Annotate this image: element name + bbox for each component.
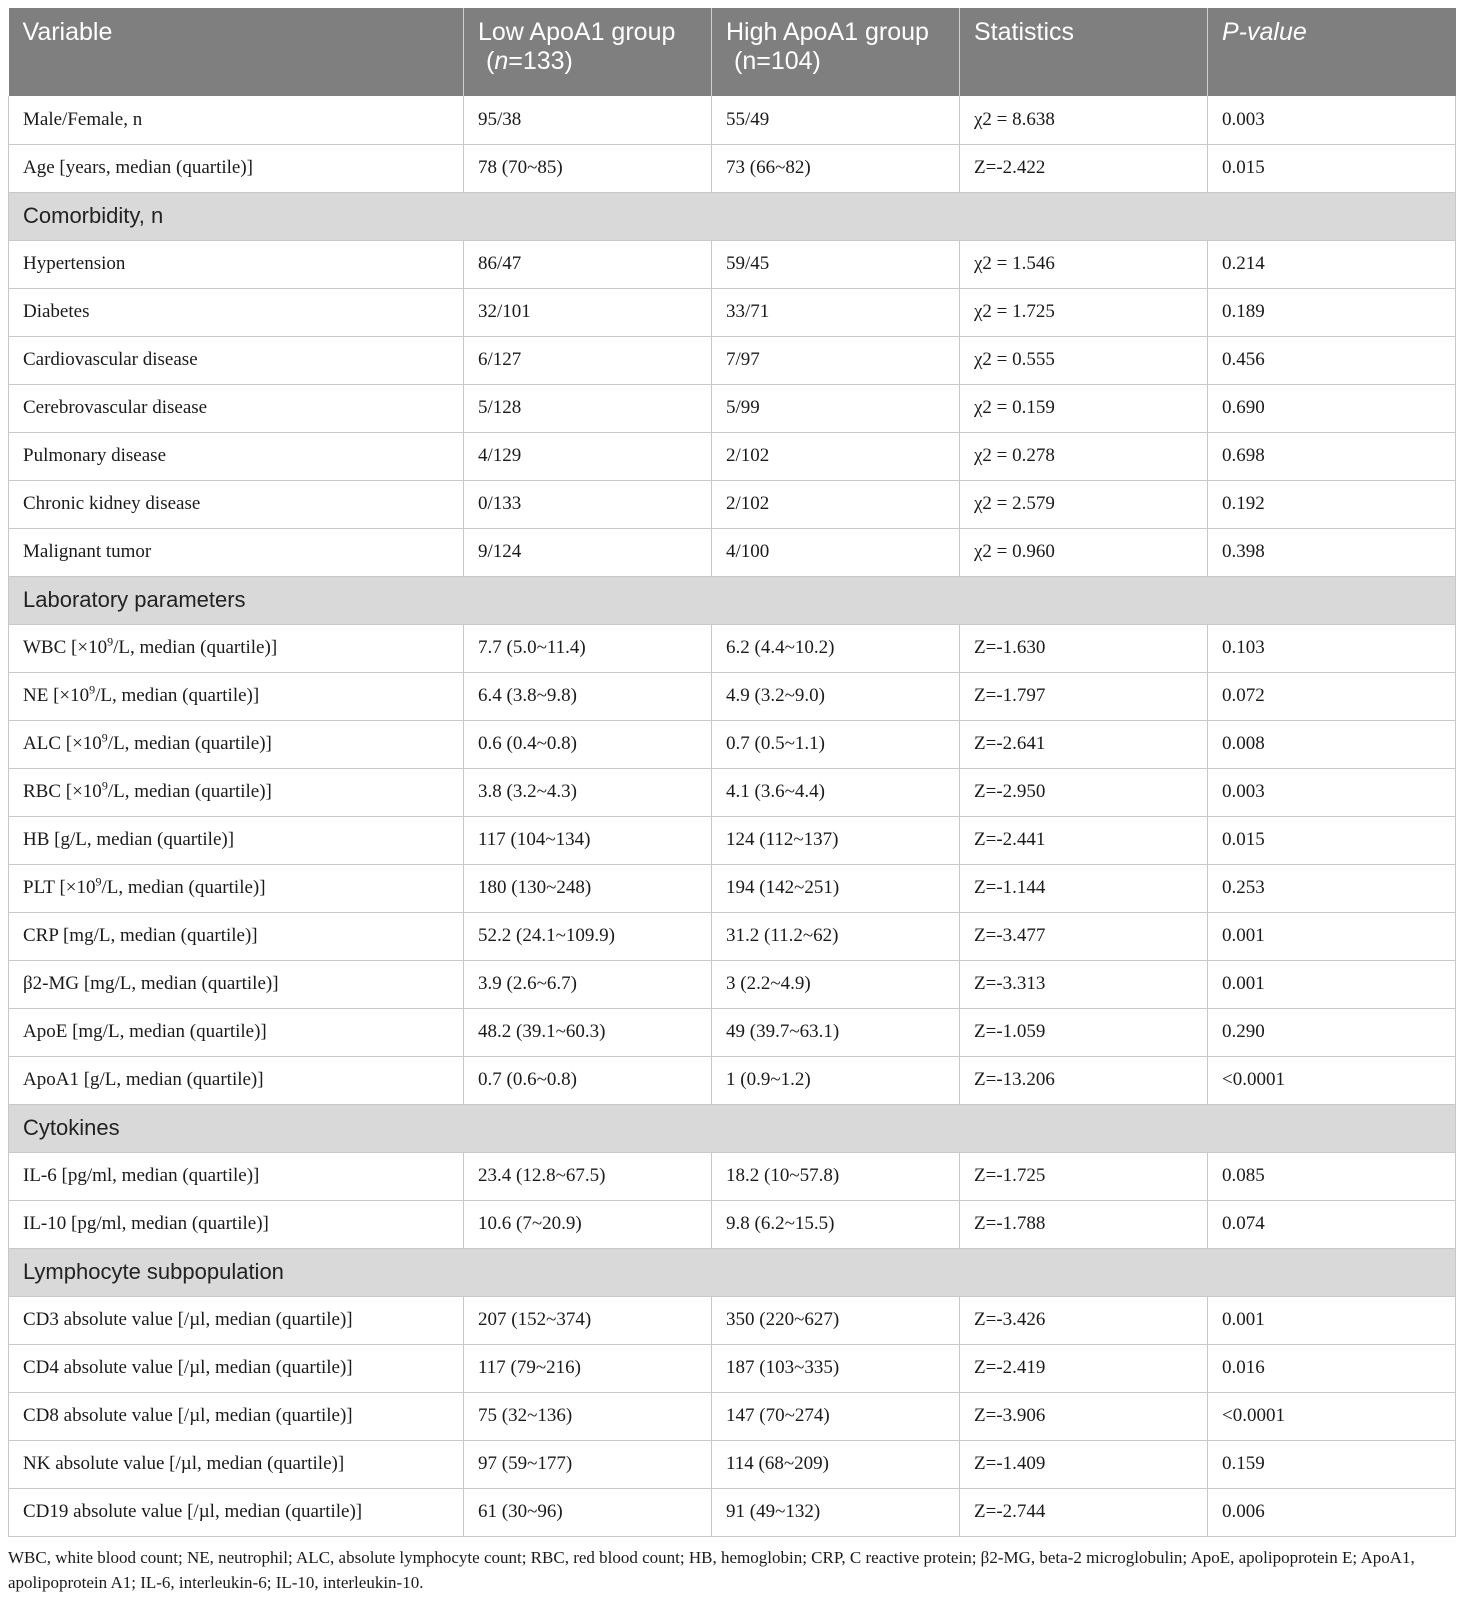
table-row xyxy=(9,864,1456,912)
header-variable: Variable xyxy=(9,8,464,96)
high-apoa1-cell: 73 (66~82) xyxy=(712,144,960,192)
table-row xyxy=(9,96,1456,144)
section-title: Lymphocyte subpopulation xyxy=(9,1248,1456,1296)
high-apoa1-cell: 4.1 (3.6~4.4) xyxy=(712,768,960,816)
low-apoa1-cell: 117 (79~216) xyxy=(464,1344,712,1392)
p-value-cell: 0.398 xyxy=(1208,528,1456,576)
variable-cell: Age [years, median (quartile)] xyxy=(9,144,464,192)
statistics-cell: Z=-1.409 xyxy=(960,1440,1208,1488)
section-title: Laboratory parameters xyxy=(9,576,1456,624)
statistics-cell: χ2 = 8.638 xyxy=(960,96,1208,144)
low-apoa1-cell: 52.2 (24.1~109.9) xyxy=(464,912,712,960)
low-apoa1-cell: 7.7 (5.0~11.4) xyxy=(464,624,712,672)
header-p-value: P-value xyxy=(1208,8,1456,96)
table-row xyxy=(9,240,1456,288)
high-apoa1-cell: 4.9 (3.2~9.0) xyxy=(712,672,960,720)
variable-cell: ApoA1 [g/L, median (quartile)] xyxy=(9,1056,464,1104)
header-low-apoa1-n: (n=133) xyxy=(486,47,573,75)
low-apoa1-cell: 6/127 xyxy=(464,336,712,384)
table-row xyxy=(9,1488,1456,1536)
variable-cell: ALC [$\times 10^9/L$, median (quartile)] xyxy=(9,720,464,768)
high-apoa1-cell: 33/71 xyxy=(712,288,960,336)
statistics-cell: Z=-3.477 xyxy=(960,912,1208,960)
header-row xyxy=(9,8,1456,96)
high-apoa1-cell: 9.8 (6.2~15.5) xyxy=(712,1200,960,1248)
p-value-cell: 0.189 xyxy=(1208,288,1456,336)
statistics-cell: Z=-1.630 xyxy=(960,624,1208,672)
table-row xyxy=(9,1344,1456,1392)
table-row xyxy=(9,432,1456,480)
variable-cell: Cerebrovascular disease xyxy=(9,384,464,432)
high-apoa1-cell: 0.7 (0.5~1.1) xyxy=(712,720,960,768)
low-apoa1-cell: 180 (130~248) xyxy=(464,864,712,912)
low-apoa1-cell: 0/133 xyxy=(464,480,712,528)
p-value-cell: 0.074 xyxy=(1208,1200,1456,1248)
high-apoa1-cell: 2/102 xyxy=(712,480,960,528)
variable-cell: PLT [$\times 10^9/L$, median (quartile)] xyxy=(9,864,464,912)
p-value-cell: 0.698 xyxy=(1208,432,1456,480)
variable-cell: NK absolute value [/µl, median (quartile)] xyxy=(9,1440,464,1488)
statistics-cell: Z=-2.419 xyxy=(960,1344,1208,1392)
statistics-cell: Z=-1.144 xyxy=(960,864,1208,912)
header-low-apoa1: Low ApoA1 group (n=133) xyxy=(464,8,712,96)
low-apoa1-cell: 95/38 xyxy=(464,96,712,144)
header-high-apoa1-n: (n=104) xyxy=(734,47,821,75)
variable-cell: RBC [$\times 10^9/L$, median (quartile)] xyxy=(9,768,464,816)
variable-cell: CD3 absolute value [/µl, median (quartile)] xyxy=(9,1296,464,1344)
p-value-cell: 0.253 xyxy=(1208,864,1456,912)
low-apoa1-cell: 3.9 (2.6~6.7) xyxy=(464,960,712,1008)
table-row xyxy=(9,768,1456,816)
variable-cell: Hypertension xyxy=(9,240,464,288)
high-apoa1-cell: 194 (142~251) xyxy=(712,864,960,912)
statistics-cell: χ2 = 0.555 xyxy=(960,336,1208,384)
variable-cell: Malignant tumor xyxy=(9,528,464,576)
table-row xyxy=(9,1200,1456,1248)
variable-cell: Male/Female, n xyxy=(9,96,464,144)
table-row xyxy=(9,816,1456,864)
high-apoa1-cell: 2/102 xyxy=(712,432,960,480)
table-row xyxy=(9,960,1456,1008)
variable-cell: CD8 absolute value [/µl, median (quartile)] xyxy=(9,1392,464,1440)
statistics-cell: χ2 = 0.159 xyxy=(960,384,1208,432)
section-header-row xyxy=(9,1104,1456,1152)
high-apoa1-cell: 31.2 (11.2~62) xyxy=(712,912,960,960)
high-apoa1-cell: 147 (70~274) xyxy=(712,1392,960,1440)
low-apoa1-cell: 23.4 (12.8~67.5) xyxy=(464,1152,712,1200)
high-apoa1-cell: 114 (68~209) xyxy=(712,1440,960,1488)
p-value-cell: 0.192 xyxy=(1208,480,1456,528)
high-apoa1-cell: 59/45 xyxy=(712,240,960,288)
high-apoa1-cell: 6.2 (4.4~10.2) xyxy=(712,624,960,672)
high-apoa1-cell: 7/97 xyxy=(712,336,960,384)
table-row xyxy=(9,1152,1456,1200)
statistics-cell: Z=-1.059 xyxy=(960,1008,1208,1056)
table-row xyxy=(9,144,1456,192)
variable-cell: CD4 absolute value [/µl, median (quartile)] xyxy=(9,1344,464,1392)
statistics-cell: Z=-3.906 xyxy=(960,1392,1208,1440)
section-header-row xyxy=(9,1248,1456,1296)
variable-cell: Cardiovascular disease xyxy=(9,336,464,384)
header-statistics: Statistics xyxy=(960,8,1208,96)
p-value-cell: 0.085 xyxy=(1208,1152,1456,1200)
p-value-cell: 0.290 xyxy=(1208,1008,1456,1056)
low-apoa1-cell: 48.2 (39.1~60.3) xyxy=(464,1008,712,1056)
low-apoa1-cell: 10.6 (7~20.9) xyxy=(464,1200,712,1248)
statistics-cell: Z=-3.426 xyxy=(960,1296,1208,1344)
statistics-cell: Z=-1.797 xyxy=(960,672,1208,720)
statistics-cell: χ2 = 0.960 xyxy=(960,528,1208,576)
table-row xyxy=(9,480,1456,528)
statistics-cell: χ2 = 2.579 xyxy=(960,480,1208,528)
table-row xyxy=(9,528,1456,576)
high-apoa1-cell: 1 (0.9~1.2) xyxy=(712,1056,960,1104)
table-row xyxy=(9,1296,1456,1344)
table-row xyxy=(9,1008,1456,1056)
low-apoa1-cell: 5/128 xyxy=(464,384,712,432)
variable-cell: β2-MG [mg/L, median (quartile)] xyxy=(9,960,464,1008)
high-apoa1-cell: 5/99 xyxy=(712,384,960,432)
low-apoa1-cell: 6.4 (3.8~9.8) xyxy=(464,672,712,720)
p-value-cell: 0.003 xyxy=(1208,768,1456,816)
p-value-cell: 0.001 xyxy=(1208,1296,1456,1344)
table-footnote: WBC, white blood count; NE, neutrophil; ALC, absolute lymphocyte count; RBC, red blood count; HB, hemoglobin; CRP, C reactive protein; β2-MG, beta-2 microglobulin; ApoE, apolipoprotein E; ApoA1, apolipoprotein A1; IL-6, interleukin-6; IL-10, interleukin-10. xyxy=(8,1547,1415,1592)
statistics-cell: Z=-13.206 xyxy=(960,1056,1208,1104)
p-value-cell: 0.456 xyxy=(1208,336,1456,384)
low-apoa1-cell: 9/124 xyxy=(464,528,712,576)
section-header-row xyxy=(9,576,1456,624)
low-apoa1-cell: 0.7 (0.6~0.8) xyxy=(464,1056,712,1104)
statistics-cell: Z=-2.641 xyxy=(960,720,1208,768)
p-value-cell: 0.103 xyxy=(1208,624,1456,672)
table-row xyxy=(9,336,1456,384)
variable-cell: Diabetes xyxy=(9,288,464,336)
statistics-cell: Z=-2.422 xyxy=(960,144,1208,192)
low-apoa1-cell: 97 (59~177) xyxy=(464,1440,712,1488)
p-value-cell: 0.214 xyxy=(1208,240,1456,288)
table-body xyxy=(9,96,1456,1536)
table-container xyxy=(8,8,1455,1595)
variable-cell: HB [g/L, median (quartile)] xyxy=(9,816,464,864)
statistics-cell: χ2 = 1.725 xyxy=(960,288,1208,336)
variable-cell: IL-10 [pg/ml, median (quartile)] xyxy=(9,1200,464,1248)
statistics-cell: Z=-3.313 xyxy=(960,960,1208,1008)
p-value-cell: <0.0001 xyxy=(1208,1056,1456,1104)
low-apoa1-cell: 4/129 xyxy=(464,432,712,480)
variable-cell: CD19 absolute value [/µl, median (quartile)] xyxy=(9,1488,464,1536)
p-value-cell: 0.001 xyxy=(1208,912,1456,960)
p-value-cell: 0.159 xyxy=(1208,1440,1456,1488)
high-apoa1-cell: 124 (112~137) xyxy=(712,816,960,864)
low-apoa1-cell: 75 (32~136) xyxy=(464,1392,712,1440)
p-value-cell: <0.0001 xyxy=(1208,1392,1456,1440)
low-apoa1-cell: 61 (30~96) xyxy=(464,1488,712,1536)
high-apoa1-cell: 49 (39.7~63.1) xyxy=(712,1008,960,1056)
p-value-cell: 0.008 xyxy=(1208,720,1456,768)
results-table xyxy=(8,8,1456,1537)
statistics-cell: χ2 = 1.546 xyxy=(960,240,1208,288)
statistics-cell: Z=-1.788 xyxy=(960,1200,1208,1248)
low-apoa1-cell: 3.8 (3.2~4.3) xyxy=(464,768,712,816)
section-title: Comorbidity, n xyxy=(9,192,1456,240)
table-row xyxy=(9,912,1456,960)
variable-cell: ApoE [mg/L, median (quartile)] xyxy=(9,1008,464,1056)
variable-cell: NE [$\times 10^9/L$, median (quartile)] xyxy=(9,672,464,720)
p-value-cell: 0.015 xyxy=(1208,144,1456,192)
high-apoa1-cell: 18.2 (10~57.8) xyxy=(712,1152,960,1200)
low-apoa1-cell: 86/47 xyxy=(464,240,712,288)
variable-cell: WBC [$\times 10^9/L$, median (quartile)] xyxy=(9,624,464,672)
high-apoa1-cell: 3 (2.2~4.9) xyxy=(712,960,960,1008)
p-value-cell: 0.016 xyxy=(1208,1344,1456,1392)
variable-cell: CRP [mg/L, median (quartile)] xyxy=(9,912,464,960)
low-apoa1-cell: 0.6 (0.4~0.8) xyxy=(464,720,712,768)
table-header xyxy=(9,8,1456,96)
p-value-cell: 0.690 xyxy=(1208,384,1456,432)
table-row xyxy=(9,672,1456,720)
p-value-cell: 0.006 xyxy=(1208,1488,1456,1536)
statistics-cell: Z=-2.441 xyxy=(960,816,1208,864)
header-high-apoa1: High ApoA1 group (n=104) xyxy=(712,8,960,96)
high-apoa1-cell: 187 (103~335) xyxy=(712,1344,960,1392)
high-apoa1-cell: 4/100 xyxy=(712,528,960,576)
statistics-cell: Z=-2.744 xyxy=(960,1488,1208,1536)
p-value-cell: 0.001 xyxy=(1208,960,1456,1008)
variable-cell: IL-6 [pg/ml, median (quartile)] xyxy=(9,1152,464,1200)
high-apoa1-cell: 91 (49~132) xyxy=(712,1488,960,1536)
table-row xyxy=(9,384,1456,432)
variable-cell: Pulmonary disease xyxy=(9,432,464,480)
statistics-cell: Z=-1.725 xyxy=(960,1152,1208,1200)
statistics-cell: χ2 = 0.278 xyxy=(960,432,1208,480)
table-row xyxy=(9,624,1456,672)
section-title: Cytokines xyxy=(9,1104,1456,1152)
table-row xyxy=(9,1440,1456,1488)
low-apoa1-cell: 32/101 xyxy=(464,288,712,336)
table-row xyxy=(9,1392,1456,1440)
low-apoa1-cell: 78 (70~85) xyxy=(464,144,712,192)
low-apoa1-cell: 117 (104~134) xyxy=(464,816,712,864)
p-value-cell: 0.003 xyxy=(1208,96,1456,144)
statistics-cell: Z=-2.950 xyxy=(960,768,1208,816)
table-row xyxy=(9,288,1456,336)
low-apoa1-cell: 207 (152~374) xyxy=(464,1296,712,1344)
table-row xyxy=(9,720,1456,768)
high-apoa1-cell: 55/49 xyxy=(712,96,960,144)
table-row xyxy=(9,1056,1456,1104)
variable-cell: Chronic kidney disease xyxy=(9,480,464,528)
p-value-cell: 0.015 xyxy=(1208,816,1456,864)
section-header-row xyxy=(9,192,1456,240)
p-value-cell: 0.072 xyxy=(1208,672,1456,720)
high-apoa1-cell: 350 (220~627) xyxy=(712,1296,960,1344)
